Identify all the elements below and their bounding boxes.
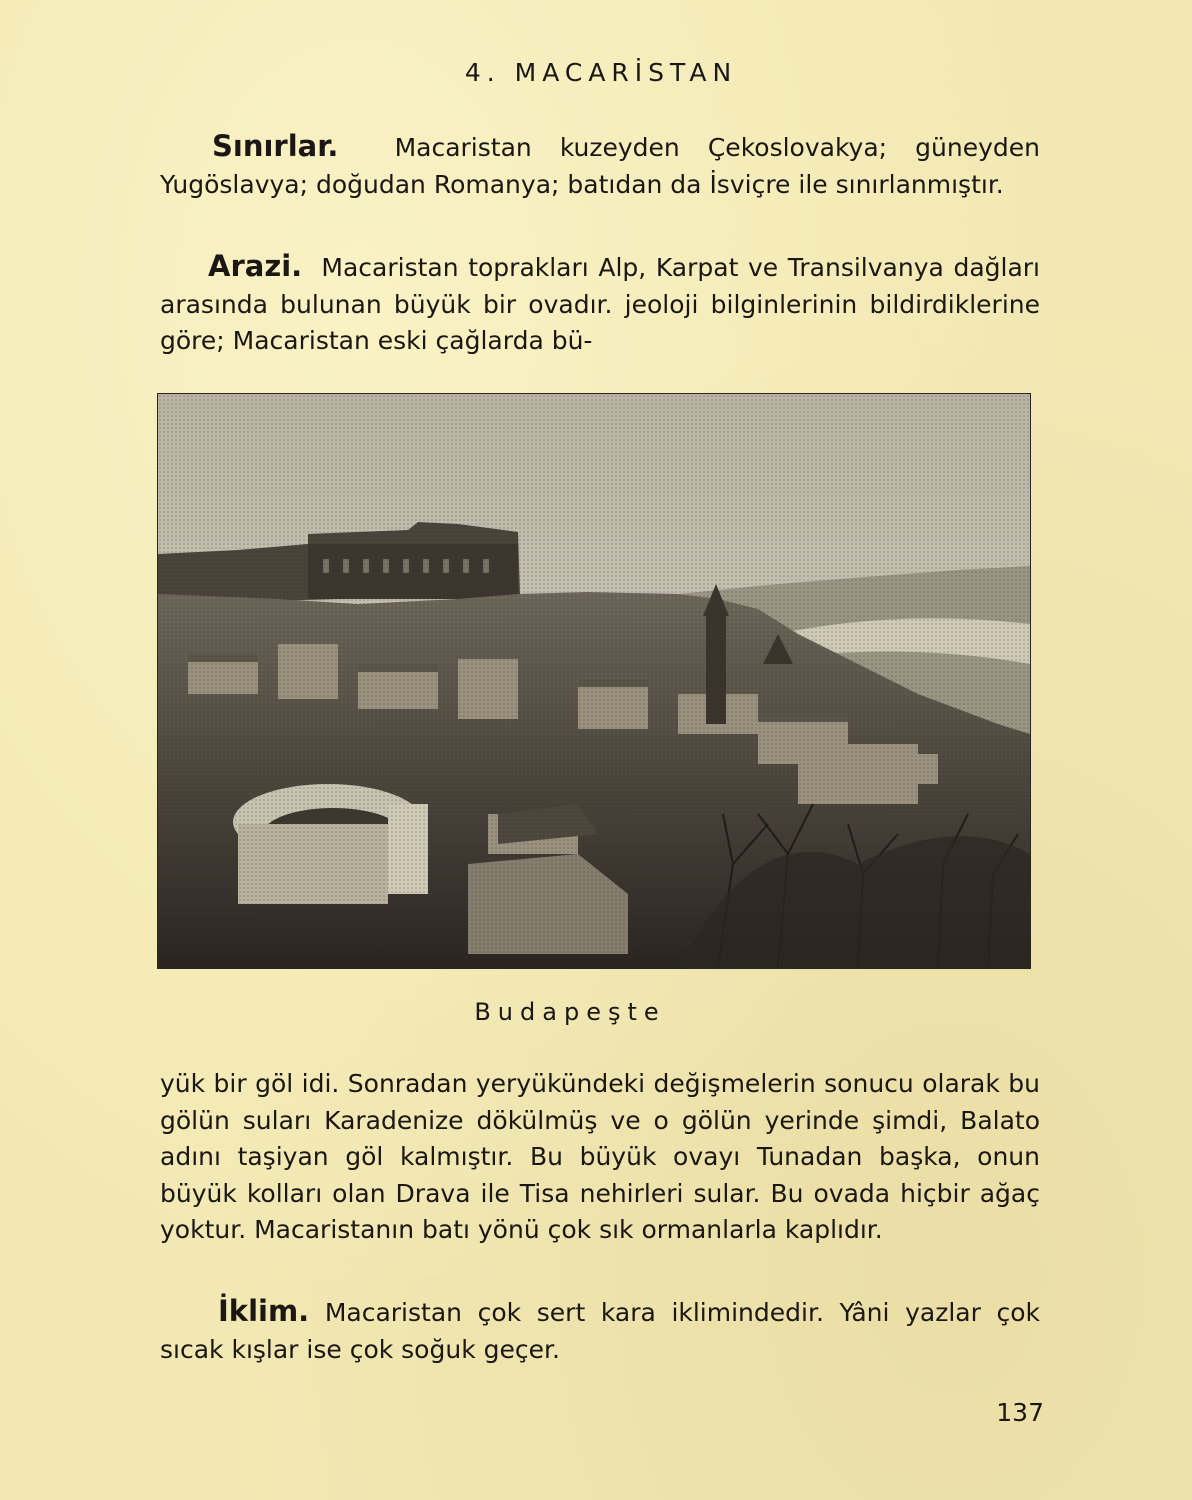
page-number: 137 [996, 1398, 1044, 1427]
photo-caption: Budapeşte [474, 998, 666, 1026]
terrain-heading: Arazi. [208, 249, 303, 283]
budapest-photo [157, 393, 1031, 969]
borders-paragraph [160, 128, 1040, 203]
terrain-paragraph [160, 248, 1040, 360]
borders-text: Macaristan kuzeyden Çekoslovakya; güneyden Yugöslavya; doğudan Romanya; batıdan da İsviçre ile sınırlanmıştır. [160, 133, 1040, 199]
terrain-continuation-paragraph: yük bir göl idi. Sonradan yeryükündeki değişmelerin sonucu olarak bu gölün suları Karadenize dökülmüş ve o gölün yerinde şimdi, Balato adını taşiyan göl kalmıştır. Bu büyük ovayı Tunadan başka, onun büyük kolları olan Drava ile Tisa nehirleri sular. Bu ovada hiçbir ağaç yoktur. Macaristanın batı yönü çok sık ormanlarla kaplıdır. [160, 1069, 1040, 1244]
climate-text: Macaristan çok sert kara iklimindedir. Yâni yazlar çok sıcak kışlar ise çok soğuk geçer. [160, 1298, 1040, 1364]
chapter-title: 4. MACARİSTAN [464, 58, 738, 87]
borders-heading: Sınırlar. [212, 129, 339, 163]
climate-paragraph [160, 1293, 1040, 1368]
terrain-text: Macaristan toprakları Alp, Karpat ve Transilvanya dağları arasında bulunan büyük bir ovadır. jeoloji bilginlerinin bildirdiklerine göre; Macaristan eski çağlarda bü- [160, 253, 1040, 355]
climate-heading: İklim. [218, 1294, 310, 1328]
